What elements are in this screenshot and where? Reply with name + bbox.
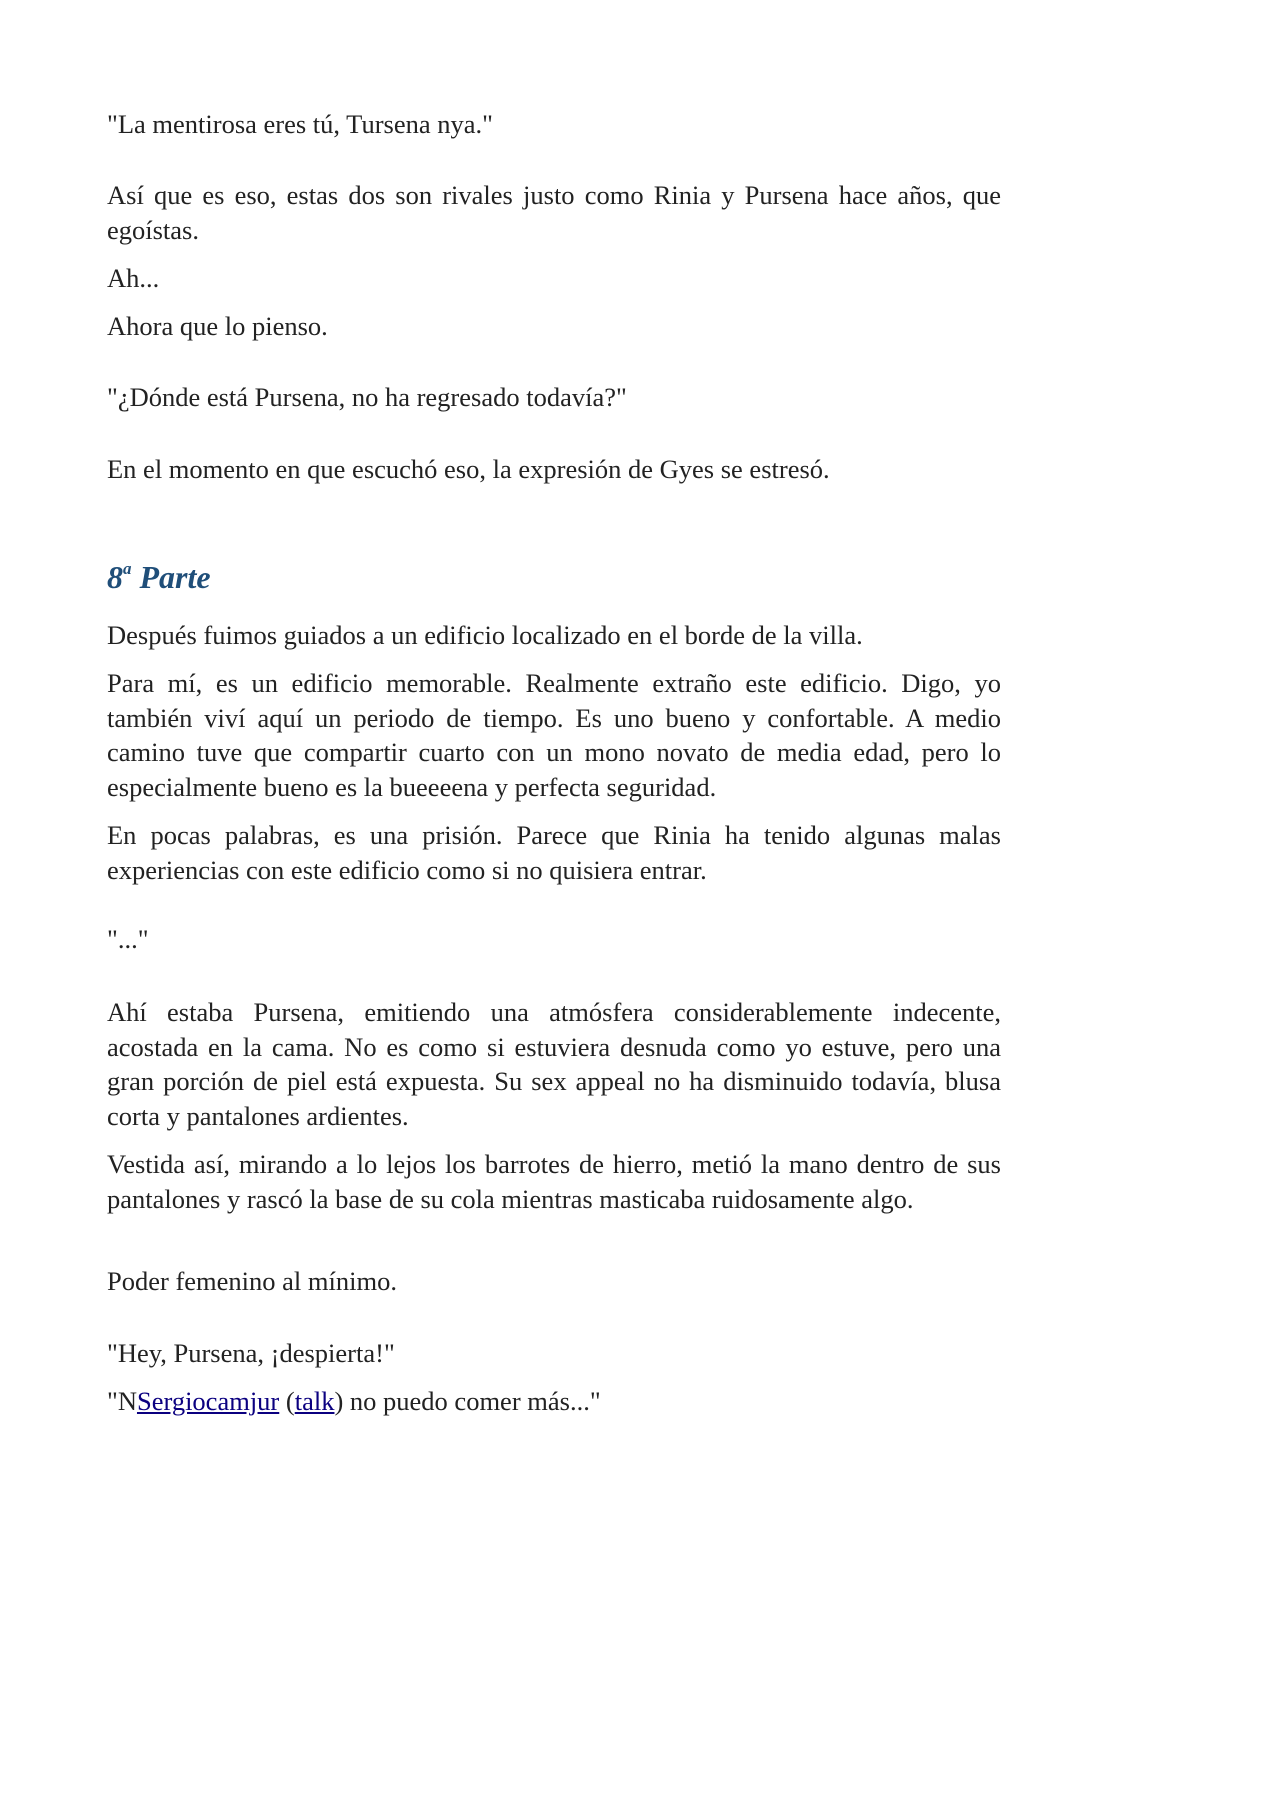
paragraph-narration-1: Así que es eso, estas dos son rivales justo como Rinia y Pursena hace años, que egoístas. <box>107 180 1001 245</box>
section-paragraph-dialogue-2 <box>107 1384 1001 1419</box>
talk-link[interactable]: talk <box>294 1386 335 1416</box>
section-paragraph-4: Ahí estaba Pursena, emitiendo una atmósfera considerablemente indecente, acostada en la cama. No es como si estuviera desnuda como yo estuve, pero una gran porción de piel está expuesta. Su sex appeal no ha disminuido todavía, blusa corta y pantalones ardientes. <box>107 997 1001 1131</box>
paren-open: ( <box>279 1386 295 1416</box>
dialogue-prefix: "N <box>107 1386 137 1416</box>
section-heading-word: Parte <box>139 559 211 595</box>
section-paragraph-5: Vestida así, mirando a lo lejos los barrotes de hierro, metió la mano dentro de sus pantalones y rascó la base de su cola mientras masticaba ruidosamente algo. <box>107 1149 1001 1214</box>
section-heading <box>107 559 1001 595</box>
paragraph-narration-2: Ah... <box>107 263 160 293</box>
section-paragraph-1: Después fuimos guiados a un edificio localizado en el borde de la villa. <box>107 620 863 650</box>
paragraph-dialogue-2: "¿Dónde está Pursena, no ha regresado todavía?" <box>107 382 627 412</box>
section-heading-number: 8 <box>107 559 123 595</box>
section-paragraph-ellipsis: "..." <box>107 924 149 954</box>
paragraph-narration-4: En el momento en que escuchó eso, la expresión de Gyes se estresó. <box>107 454 830 484</box>
paragraph-narration-3: Ahora que lo pienso. <box>107 311 328 341</box>
section-paragraph-2: Para mí, es un edificio memorable. Realmente extraño este edificio. Digo, yo también viví aquí un periodo de tiempo. Es uno bueno y confortable. A medio camino tuve que compartir cuarto con un mono novato de media edad, pero lo especialmente bueno es la bueeeena y perfecta seguridad. <box>107 668 1001 802</box>
section-paragraph-3: En pocas palabras, es una prisión. Parece que Rinia ha tenido algunas malas experiencias con este edificio como si no quisiera entrar. <box>107 820 1001 885</box>
paragraph-dialogue-1: "La mentirosa eres tú, Tursena nya." <box>107 109 493 139</box>
paren-close: ) <box>334 1386 344 1416</box>
user-link[interactable]: Sergiocamjur <box>136 1386 280 1416</box>
section-paragraph-dialogue-1: "Hey, Pursena, ¡despierta!" <box>107 1338 395 1368</box>
section-heading-ordinal: a <box>123 559 132 578</box>
dialogue-suffix: no puedo comer más..." <box>343 1386 601 1416</box>
section-paragraph-6: Poder femenino al mínimo. <box>107 1266 397 1296</box>
